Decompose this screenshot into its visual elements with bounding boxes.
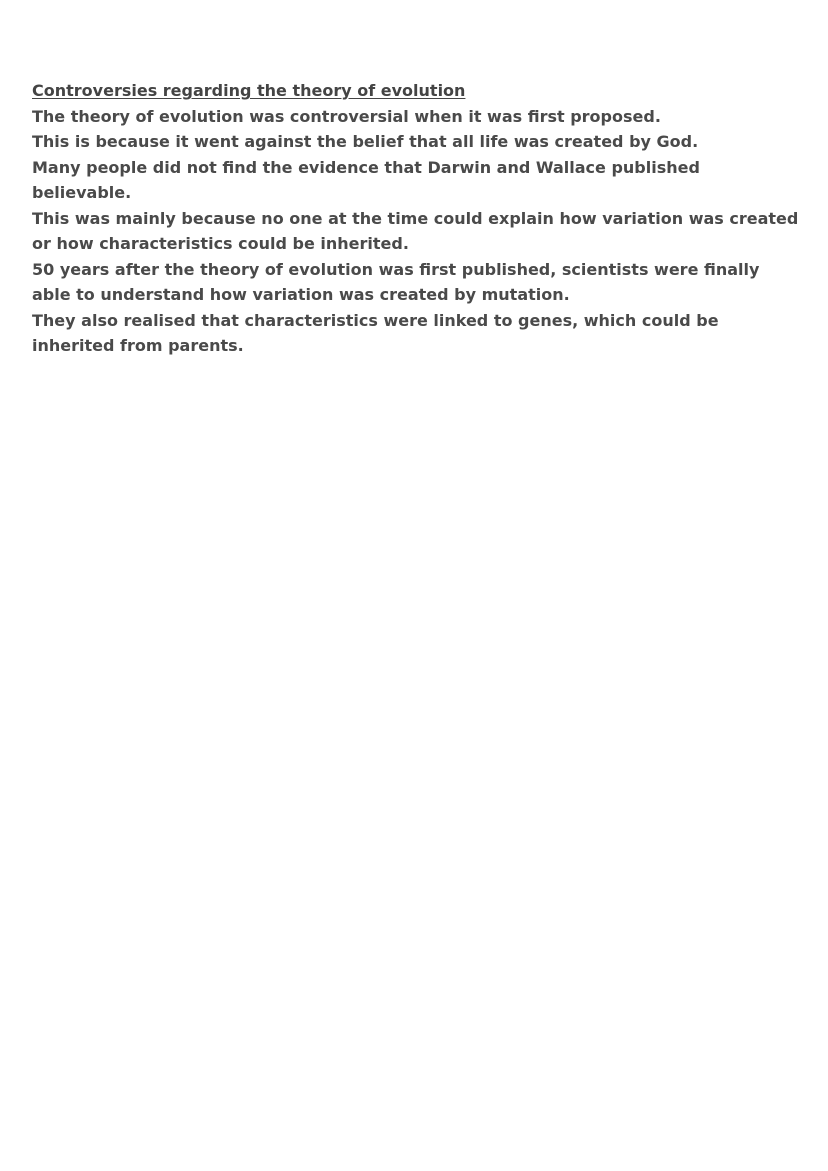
paragraph: The theory of evolution was controversial when it was first proposed. xyxy=(32,106,661,126)
paragraph: This was mainly because no one at the time could explain how variation was created or how characteristics could be inherited. xyxy=(32,208,799,253)
paragraph: Many people did not find the evidence that Darwin and Wallace published believable. xyxy=(32,157,700,202)
paragraph: This is because it went against the belief that all life was created by God. xyxy=(32,132,699,151)
paragraph: 50 years after the theory of evolution was first published, scientists were finally able to understand how variation was created by mutation. xyxy=(32,259,760,304)
document-page xyxy=(32,78,802,359)
document-heading: Controversies regarding the theory of evolution xyxy=(32,81,466,100)
paragraph: They also realised that characteristics were linked to genes, which could be inherited from parents. xyxy=(32,310,719,355)
